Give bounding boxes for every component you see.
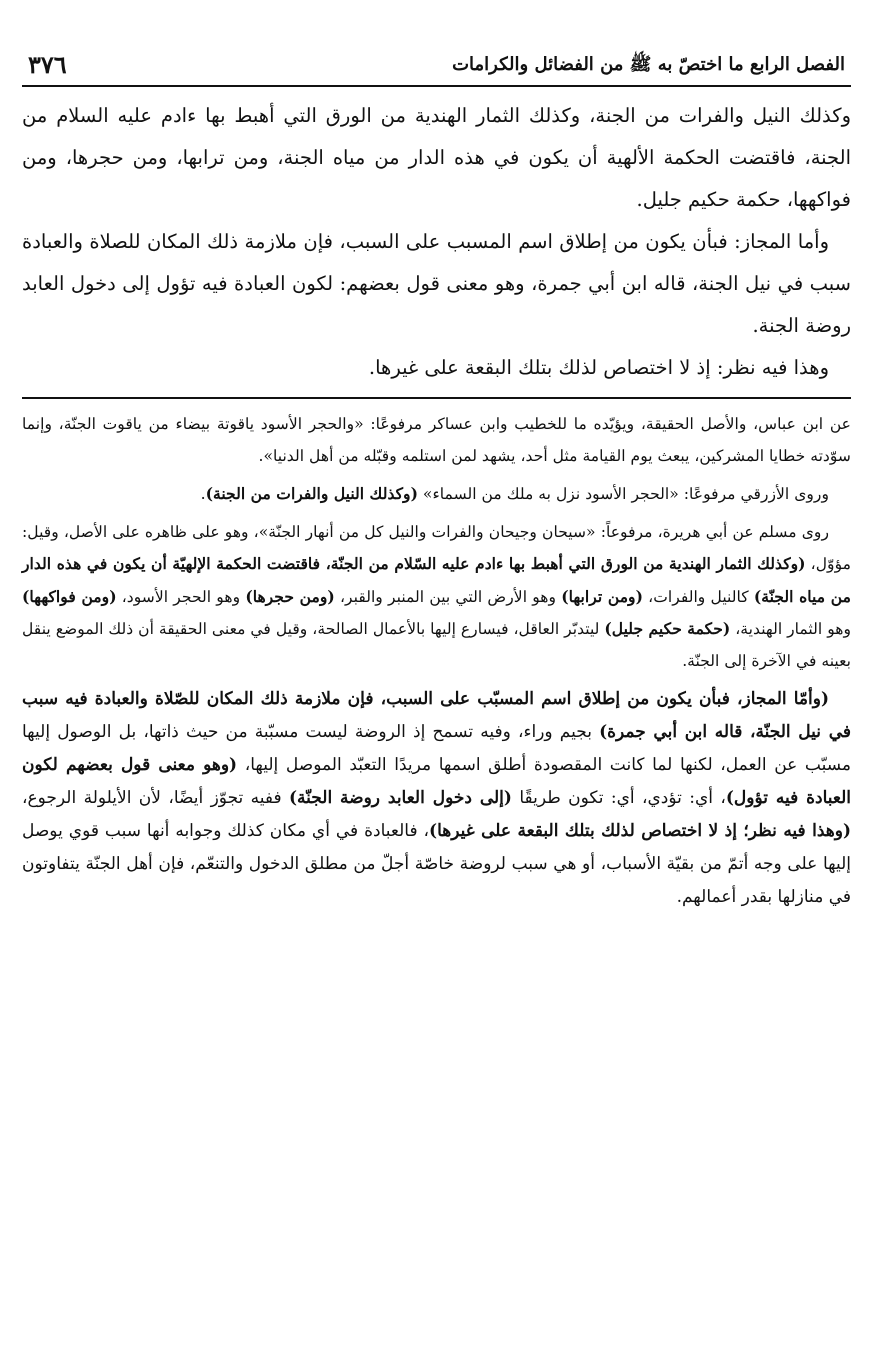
commentary-text: . (200, 485, 206, 503)
commentary-text: ، أي: تؤدي، أي: تكون طريقًا (511, 788, 726, 808)
quoted-matn: (وكذلك الثمار الهندية من الورق التي أهبط بها ءادم عليه السّلام من الجنّة، فاقتضت الحكمة الإلهيّة أن يكون في هذه الدار من مياه الجنّة) (22, 554, 851, 606)
book-page (22, 50, 851, 1339)
commentary-text: ليتدبّر العاقل، فيسارع إليها بالأعمال الصالحة، وقيل في معنى الحقيقة أن ذلك الموضع ينقل بعينه في الآخرة إلى الجنّة. (22, 620, 851, 670)
quoted-matn: (ومن ترابها) (561, 586, 643, 606)
commentary-text: كالنيل والفرات، (642, 587, 754, 606)
commentary-text: وهو الأرض التي بين المنبر والقبر، (334, 587, 562, 606)
commentary-text: وهو الحجر الأسود، (116, 587, 246, 606)
page-header (22, 50, 851, 87)
commentary-text: ، فالعبادة في أي مكان كذلك وجوابه أنها سبب قوي يوصل إليها على وجه أتمّ من بقيّة الأسباب، أو هي سبب لروضة خاصّة أجلّ من مطلق الدخول والتنعّم، فإن أهل الجنّة يتفاوتون في منازلها بقدر أعمالهم. (22, 821, 851, 907)
quoted-matn: (وأمّا المجاز، فبأن يكون من إطلاق اسم المسبّب على السبب، فإن ملازمة ذلك المكان للصّلاة والعبادة فيه سبب في نيل الجنّة، قاله ابن أبي جمرة) (22, 689, 851, 742)
quoted-matn: (وكذلك النيل والفرات من الجنة) (205, 484, 418, 503)
main-paragraph-1: وكذلك النيل والفرات من الجنة، وكذلك الثمار الهندية من الورق التي أهبط بها ءادم عليه السلام من الجنة، فاقتضت الحكمة الألهية أن يكون في هذه الدار من مياه الجنة، ومن ترابها، ومن حجرها، ومن فواكهها، حكمة حكيم جليل. (22, 104, 851, 211)
commentary-text: ففيه تجوّز أيضًا، لأن الأيلولة الرجوع، (22, 788, 289, 808)
quoted-matn: (حكمة حكيم جليل) (604, 619, 731, 638)
commentary-text: وهو الثمار الهندية، (730, 620, 851, 638)
commentary-text: وروى الأزرقي مرفوعًا: «الحجر الأسود نزل به ملك من السماء» (417, 485, 829, 503)
commentary-text: روى مسلم عن أبي هريرة، مرفوعاً: «سيحان وجيحان والفرات والنيل كل من أنهار الجنّة»، وهو على ظاهره على الأصل، وقيل: مؤوّل، (22, 522, 851, 573)
quoted-matn: (ومن فواكهها) (22, 586, 117, 606)
page-number: ٣٧٦ (28, 50, 67, 79)
commentary-paragraph-1: عن ابن عباس، والأصل الحقيقة، ويؤيّده ما للخطيب وابن عساكر مرفوعًا: «والحجر الأسود ياقوتة بيضاء من ياقوت الجنّة، وإنما سوّدته خطايا المشركين، يبعث يوم القيامة مثل أحد، يشهد لمن استلمه وقبّله من أهل الدنيا». (22, 415, 851, 465)
running-title: الفصل الرابع ما اختصّ به ﷺ من الفضائل والكرامات (452, 54, 845, 75)
commentary-text: بجيم وراء، وفيه تسمح إذ الروضة ليست مسبّبة من حيث ذاتها، بل الوصول إليها مسبّب عن العمل، لكنها لما كانت المقصودة أطلق اسمها مريدًا التعبّد الموصل إليها، (22, 722, 852, 775)
main-paragraph-3: وهذا فيه نظر: إذ لا اختصاص لذلك بتلك البقعة على غيرها. (368, 356, 829, 379)
main-text (22, 95, 851, 389)
quoted-matn: (إلى دخول العابد روضة الجنّة) (289, 788, 512, 808)
commentary-paragraph-3 (22, 517, 851, 678)
quoted-matn: (ومن حجرها) (245, 586, 335, 606)
main-paragraph-2: وأما المجاز: فبأن يكون من إطلاق اسم المسبب على السبب، فإن ملازمة ذلك المكان للصلاة والعبادة سبب في نيل الجنة، قاله ابن أبي جمرة، وهو معنى قول بعضهم: لكون العبادة فيه تؤول إلى دخول العابد روضة الجنة. (22, 230, 851, 337)
quoted-matn: (وهذا فيه نظر؛ إذ لا اختصاص لذلك بتلك البقعة على غيرها) (429, 821, 852, 841)
section-divider (22, 397, 851, 399)
quoted-matn: (وهو معنى قول بعضهم لكون العبادة فيه تؤول) (22, 755, 852, 808)
commentary-paragraph-4 (22, 683, 851, 914)
commentary-paragraph-2 (22, 478, 851, 511)
commentary (22, 409, 851, 914)
